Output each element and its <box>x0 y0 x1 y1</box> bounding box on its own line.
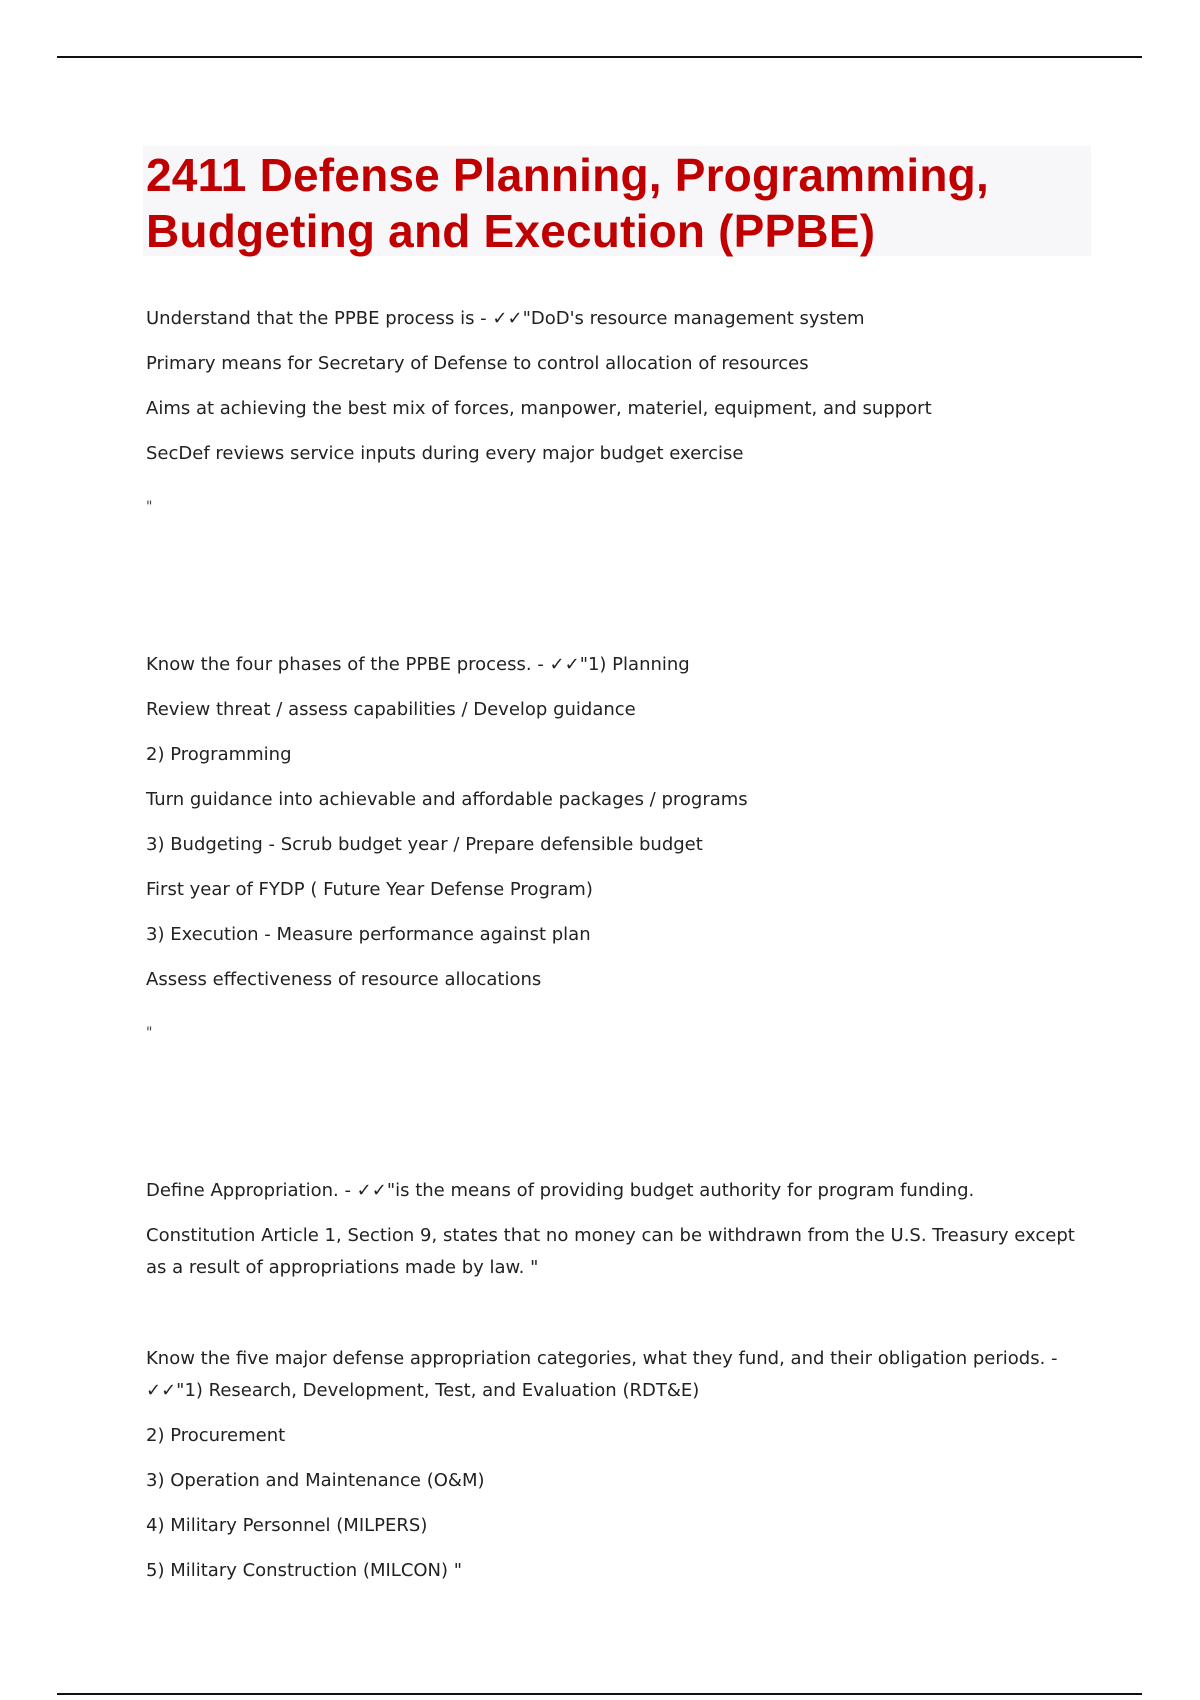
card-appropriation <box>146 1172 1086 1284</box>
card-answer-line: Aims at achieving the best mix of forces, manpower, materiel, equipment, and support <box>146 398 932 419</box>
title-line-1: 2411 Defense Planning, Programming, <box>146 149 989 201</box>
card-answer-line: Turn guidance into achievable and affordable packages / programs <box>146 789 748 810</box>
card-question-line: Know the five major defense appropriation categories, what they fund, and their obligation periods. - ✓✓"1) Research, Development, Test, and Evaluation (RDT&E) <box>146 1348 1058 1401</box>
top-rule <box>57 56 1142 58</box>
card-spacer <box>146 1079 1086 1172</box>
card-answer-line: Constitution Article 1, Section 9, states that no money can be withdrawn from the U.S. Treasury except as a result of appropriations made by law. " <box>146 1225 1075 1278</box>
card-answer-line: 3) Operation and Maintenance (O&M) <box>146 1470 485 1491</box>
card-end-quote: " <box>146 1025 153 1041</box>
card-end-quote: " <box>146 499 153 515</box>
card-question-line: Know the four phases of the PPBE process. - ✓✓"1) Planning <box>146 654 690 675</box>
card-spacer <box>146 1294 1086 1340</box>
title-line-2: Budgeting and Execution (PPBE) <box>146 205 876 257</box>
card-answer-line: 5) Military Construction (MILCON) " <box>146 1560 463 1581</box>
card-question-line: Define Appropriation. - ✓✓"is the means of providing budget authority for program funding. <box>146 1180 975 1201</box>
card-answer-line: Assess effectiveness of resource allocations <box>146 969 542 990</box>
card-answer-line: 2) Programming <box>146 744 292 765</box>
bottom-rule <box>57 1693 1142 1695</box>
card-answer-line: 3) Execution - Measure performance against plan <box>146 924 591 945</box>
card-question-line: Understand that the PPBE process is - ✓✓"DoD's resource management system <box>146 308 865 329</box>
card-ppbe-phases <box>146 646 1086 1065</box>
card-answer-line: 2) Procurement <box>146 1425 286 1446</box>
page-title <box>146 147 989 259</box>
card-answer-line: First year of FYDP ( Future Year Defense Program) <box>146 879 593 900</box>
card-answer-line: SecDef reviews service inputs during every major budget exercise <box>146 443 744 464</box>
card-answer-line: Primary means for Secretary of Defense to control allocation of resources <box>146 353 809 374</box>
card-ppbe-process <box>146 300 1086 539</box>
flashcard-content <box>146 300 1086 1597</box>
card-answer-line: 4) Military Personnel (MILPERS) <box>146 1515 428 1536</box>
card-answer-line: Review threat / assess capabilities / Develop guidance <box>146 699 636 720</box>
card-appropriation-categories <box>146 1343 1086 1597</box>
card-spacer <box>146 553 1086 646</box>
card-answer-line: 3) Budgeting - Scrub budget year / Prepare defensible budget <box>146 834 703 855</box>
